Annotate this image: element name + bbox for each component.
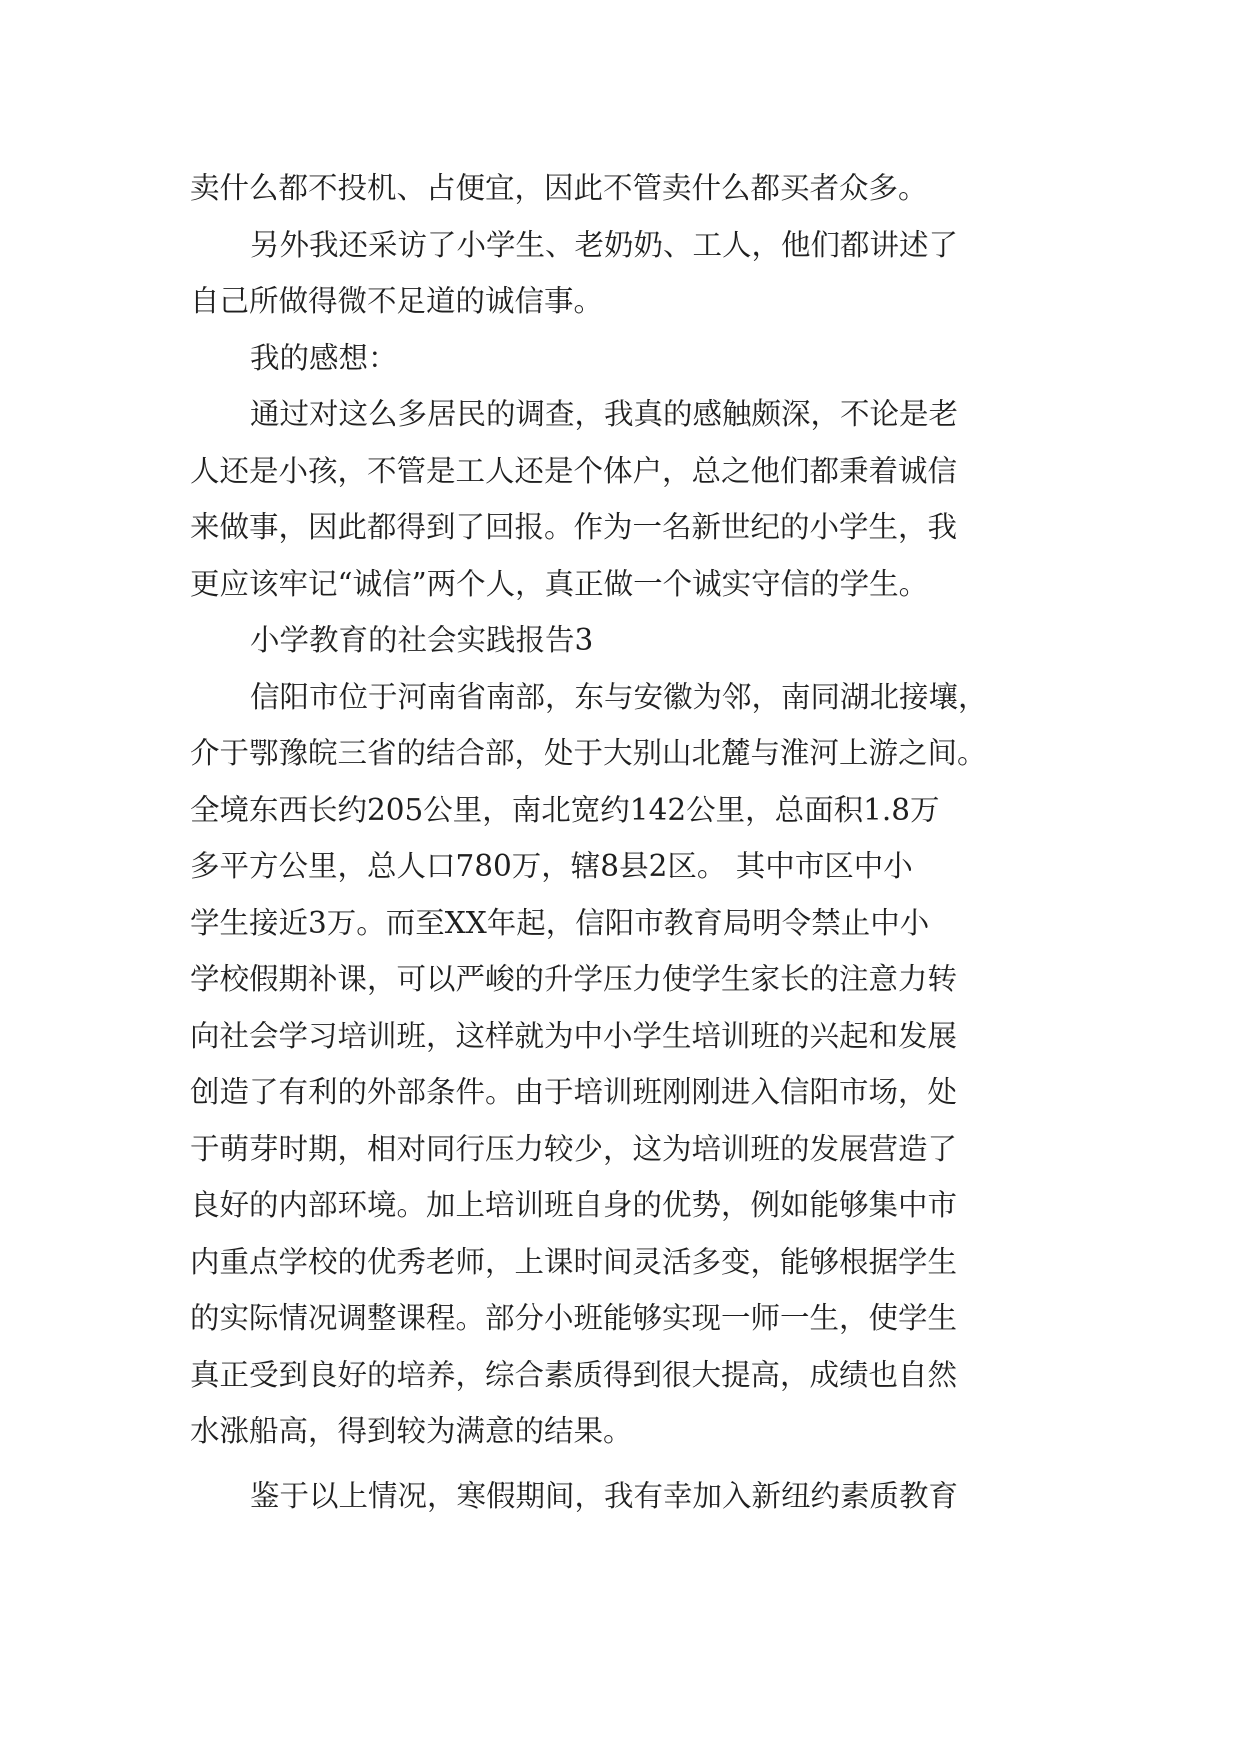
text-line: 多平方公里，总人口780万，辖8县2区。 其中市区中小	[190, 849, 913, 883]
text-line: 于萌芽时期，相对同行压力较少，这为培训班的发展营造了	[190, 1131, 958, 1166]
text-line: 介于鄂豫皖三省的结合部，处于大别山北麓与淮河上游之间。	[190, 736, 987, 770]
text-line: 人还是小孩，不管是工人还是个体户，总之他们都秉着诚信	[190, 453, 958, 488]
text-line: 学生接近3万。而至XX年起，信阳市教育局明令禁止中小	[190, 905, 930, 940]
text-line: 自己所做得微不足道的诚信事。	[190, 284, 604, 318]
text-line: 更应该牢记“诚信”两个人，真正做一个诚实守信的学生。	[190, 566, 929, 601]
text-line: 向社会学习培训班，这样就为中小学生培训班的兴起和发展	[190, 1018, 958, 1053]
text-line: 学校假期补课，可以严峻的升学压力使学生家长的注意力转	[190, 962, 958, 996]
section-title-report-3: 小学教育的社会实践报告3	[250, 623, 594, 657]
paragraph-start-line: 鉴于以上情况，寒假期间，我有幸加入新纽约素质教育	[250, 1478, 959, 1513]
document-body	[190, 160, 1070, 1524]
text-line: 卖什么都不投机、占便宜，因此不管卖什么都买者众多。	[190, 171, 928, 205]
text-line: 真正受到良好的培养，综合素质得到很大提高，成绩也自然	[190, 1357, 958, 1392]
paragraph-start-line: 通过对这么多居民的调查，我真的感触颇深，不论是老	[250, 397, 959, 431]
paragraph-start-line: 另外我还采访了小学生、老奶奶、工人，他们都讲述了	[250, 227, 959, 262]
text-line: 全境东西长约205公里，南北宽约142公里，总面积1.8万	[190, 792, 940, 827]
text-line: 来做事，因此都得到了回报。作为一名新世纪的小学生，我	[190, 510, 958, 544]
text-line: 的实际情况调整课程。部分小班能够实现一师一生，使学生	[190, 1301, 958, 1335]
text-line: 内重点学校的优秀老师，上课时间灵活多变，能够根据学生	[190, 1244, 958, 1279]
section-heading-reflection: 我的感想：	[250, 340, 398, 375]
paragraph-start-line: 信阳市位于河南省南部，东与安徽为邻，南同湖北接壤，	[250, 679, 988, 714]
text-line: 良好的内部环境。加上培训班自身的优势，例如能够集中市	[190, 1188, 958, 1222]
text-line: 水涨船高，得到较为满意的结果。	[190, 1414, 633, 1448]
text-line: 创造了有利的外部条件。由于培训班刚刚进入信阳市场，处	[190, 1075, 958, 1109]
